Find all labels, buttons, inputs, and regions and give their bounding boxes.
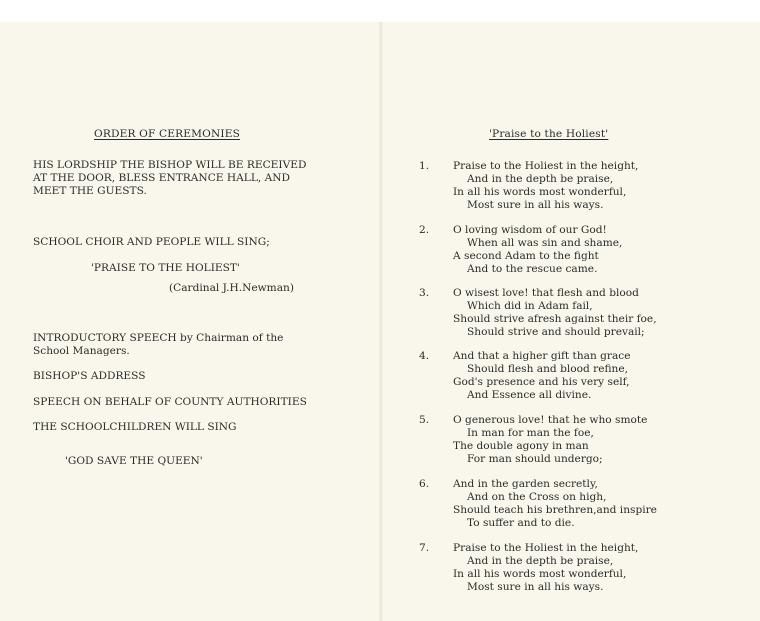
children-sing: THE SCHOOLCHILDREN WILL SING [33, 421, 237, 433]
verse-line: For man should undergo; [467, 453, 603, 465]
choir-sing-line: SCHOOL CHOIR AND PEOPLE WILL SING; [33, 236, 270, 248]
verse-line: O loving wisdom of our God! [453, 224, 607, 236]
bishop-address: BISHOP'S ADDRESS [33, 370, 146, 382]
verse-line: In all his words most wonderful, [453, 568, 627, 580]
verse-line: Should strive and should prevail; [467, 326, 645, 338]
county-speech: SPEECH ON BEHALF OF COUNTY AUTHORITIES [33, 396, 307, 408]
verse-line: Praise to the Holiest in the height, [453, 542, 639, 554]
verse-line: And to the rescue came. [467, 263, 598, 275]
intro-speech-line-1: INTRODUCTORY SPEECH by Chairman of the [33, 332, 284, 344]
verse-line: O wisest love! that flesh and blood [453, 287, 639, 299]
hymn-heading: 'Praise to the Holiest' [489, 128, 609, 140]
verse-line: A second Adam to the fight [453, 250, 599, 262]
verse-line: Most sure in all his ways. [467, 199, 604, 211]
verse-number: 6. [419, 478, 430, 490]
verse-line: And that a higher gift than grace [453, 350, 631, 362]
page-fold [379, 22, 383, 621]
verse-line: And Essence all divine. [467, 389, 592, 401]
verse-line: And in the depth be praise, [467, 173, 614, 185]
verse-line: O generous love! that he who smote [453, 414, 648, 426]
anthem-title: 'GOD SAVE THE QUEEN' [65, 455, 203, 467]
verse-number: 3. [419, 287, 430, 299]
verse-line: Most sure in all his ways. [467, 581, 604, 593]
intro-speech-line-2: School Managers. [33, 345, 130, 357]
verse-number: 1. [419, 160, 430, 172]
verse-line: And in the depth be praise, [467, 555, 614, 567]
verse-line: When all was sin and shame, [467, 237, 623, 249]
reception-line-2: AT THE DOOR, BLESS ENTRANCE HALL, AND [33, 172, 291, 184]
verse-line: Which did in Adam fail, [467, 300, 593, 312]
verse-line: To suffer and to die. [467, 517, 575, 529]
verse-line: God's presence and his very self, [453, 376, 630, 388]
verse-number: 2. [419, 224, 430, 236]
verse-line: Should strive afresh against their foe, [453, 313, 657, 325]
verse-line: In man for man the foe, [467, 427, 594, 439]
verse-line: And on the Cross on high, [467, 491, 607, 503]
verse-line: Should teach his brethren,and inspire [453, 504, 657, 516]
verse-line: The double agony in man [453, 440, 589, 452]
hymn-author: (Cardinal J.H.Newman) [169, 282, 295, 294]
hymn-title: 'PRAISE TO THE HOLIEST' [91, 262, 240, 274]
reception-line-1: HIS LORDSHIP THE BISHOP WILL BE RECEIVED [33, 159, 307, 171]
order-of-ceremonies-heading: ORDER OF CEREMONIES [94, 128, 241, 140]
verse-number: 4. [419, 350, 430, 362]
verse-number: 5. [419, 414, 430, 426]
verse-line: Praise to the Holiest in the height, [453, 160, 639, 172]
verse-line: And in the garden secretly, [453, 478, 598, 490]
verse-number: 7. [419, 542, 430, 554]
verse-line: In all his words most wonderful, [453, 186, 627, 198]
reception-line-3: MEET THE GUESTS. [33, 185, 147, 197]
verse-line: Should flesh and blood refine, [467, 363, 629, 375]
